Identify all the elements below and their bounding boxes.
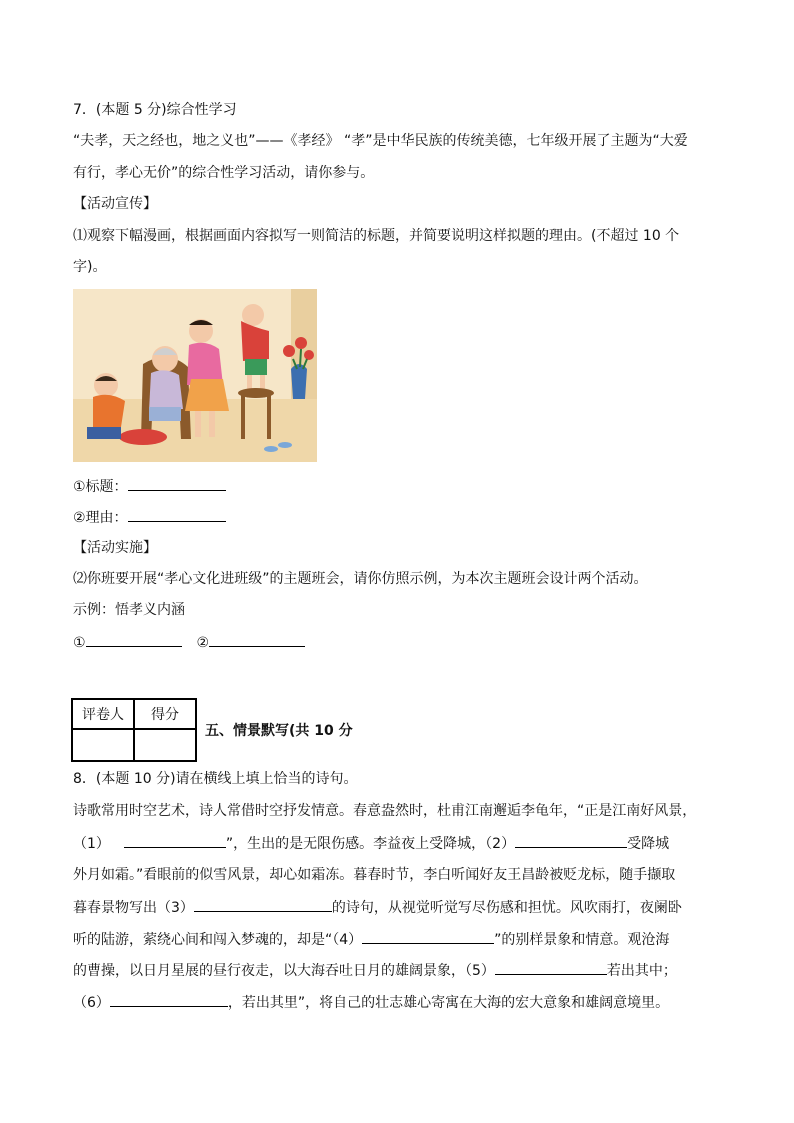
q8-line-2-end: 受降城 [627, 836, 670, 852]
q8-blank-6-label: （6） [73, 995, 110, 1011]
q8-blank-1-label: （1） [73, 836, 110, 852]
reason-answer-row [73, 507, 226, 528]
activity-2-label: ② [196, 635, 210, 651]
activity-1-blank[interactable] [86, 632, 182, 647]
q7-sub1-line-2: 字)。 [73, 259, 107, 275]
section-activity-promotion: 【活动宣传】 [73, 196, 157, 212]
q8-line-6-end: 若出其中； [606, 963, 677, 979]
q7-heading: 7．(本题 5 分)综合性学习 [73, 102, 237, 118]
title-blank[interactable] [128, 476, 226, 491]
activity-2-blank[interactable] [209, 632, 305, 647]
example-line: 示例：悟孝义内涵 [73, 602, 185, 618]
q8-line-5-start: 听的陆游，萦绕心间和闯入梦魂的，却是“（4） [73, 932, 363, 948]
q8-line-6-start: 的曹操，以日月星展的昼行夜走，以大海吞吐日月的雄阔景象，（5） [73, 963, 495, 979]
q8-line-4-start: 暮春景物写出（3） [73, 900, 194, 916]
title-label: ①标题： [73, 479, 128, 495]
q8-blank-3[interactable] [194, 897, 332, 912]
q8-blank-4[interactable] [362, 929, 494, 944]
q8-heading: 8．(本题 10 分)请在横线上填上恰当的诗句。 [73, 771, 358, 787]
q8-blank-6[interactable] [110, 992, 228, 1007]
q8-blank-1[interactable] [124, 833, 226, 848]
q7-intro-line-1: “夫孝，天之经也，地之义也”——《孝经》 “孝”是中华民族的传统美德，七年级开展了主题为“大爱 [73, 133, 688, 149]
q8-line-5-end: ”的别样景象和情意。观沧海 [494, 932, 670, 948]
q7-intro-line-2: 有行，孝心无价”的综合性学习活动，请你参与。 [73, 165, 375, 181]
activity-1-label: ① [73, 635, 86, 651]
activity-answer-row [73, 632, 305, 653]
grader-header: 评卷人 [72, 699, 134, 729]
q8-line-1: 诗歌常用时空艺术，诗人常借时空抒发情意。春意盎然时，杜甫江南邂逅李龟年，“正是江南好风景， [73, 803, 697, 819]
q7-sub2-line: ⑵你班要开展“孝心文化进班级”的主题班会，请你仿照示例，为本次主题班会设计两个活动。 [73, 571, 648, 587]
q8-line-4 [73, 897, 682, 918]
section-5-title: 五、情景默写(共 10 分 [205, 723, 353, 739]
q7-sub1-line-1: ⑴观察下幅漫画，根据画面内容拟写一则简洁的标题，并简要说明这样拟题的理由。(不超过 10 个 [73, 228, 680, 244]
q8-line-7 [73, 992, 669, 1013]
q8-line-5 [73, 929, 669, 950]
q8-line-2 [73, 833, 669, 854]
score-header: 得分 [134, 699, 196, 729]
section-activity-implementation: 【活动实施】 [73, 540, 157, 556]
q8-line-3: 外月如霜。”看眼前的似雪风景，却心如霜冻。暮春时节，李白听闻好友王昌龄被贬龙标，随手撷取 [73, 867, 676, 883]
q8-blank-5[interactable] [495, 960, 607, 975]
q8-line-4-end: 的诗句，从视觉听觉写尽伤感和担忧。风吹雨打，夜阑卧 [331, 900, 682, 916]
q8-line-2-mid: ”，生出的是无限伤感。李益夜上受降城，（2） [225, 836, 516, 852]
q8-line-7-end: ，若出其里”，将自己的壮志雄心寄寓在大海的宏大意象和雄阔意境里。 [227, 995, 670, 1011]
q8-line-6 [73, 960, 677, 981]
title-answer-row [73, 476, 226, 497]
grader-cell[interactable] [72, 729, 134, 761]
reason-label: ②理由： [73, 510, 128, 526]
reason-blank[interactable] [128, 507, 226, 522]
family-filial-piety-cartoon [73, 289, 317, 462]
score-table [71, 698, 197, 762]
q8-blank-2[interactable] [515, 833, 627, 848]
score-cell[interactable] [134, 729, 196, 761]
